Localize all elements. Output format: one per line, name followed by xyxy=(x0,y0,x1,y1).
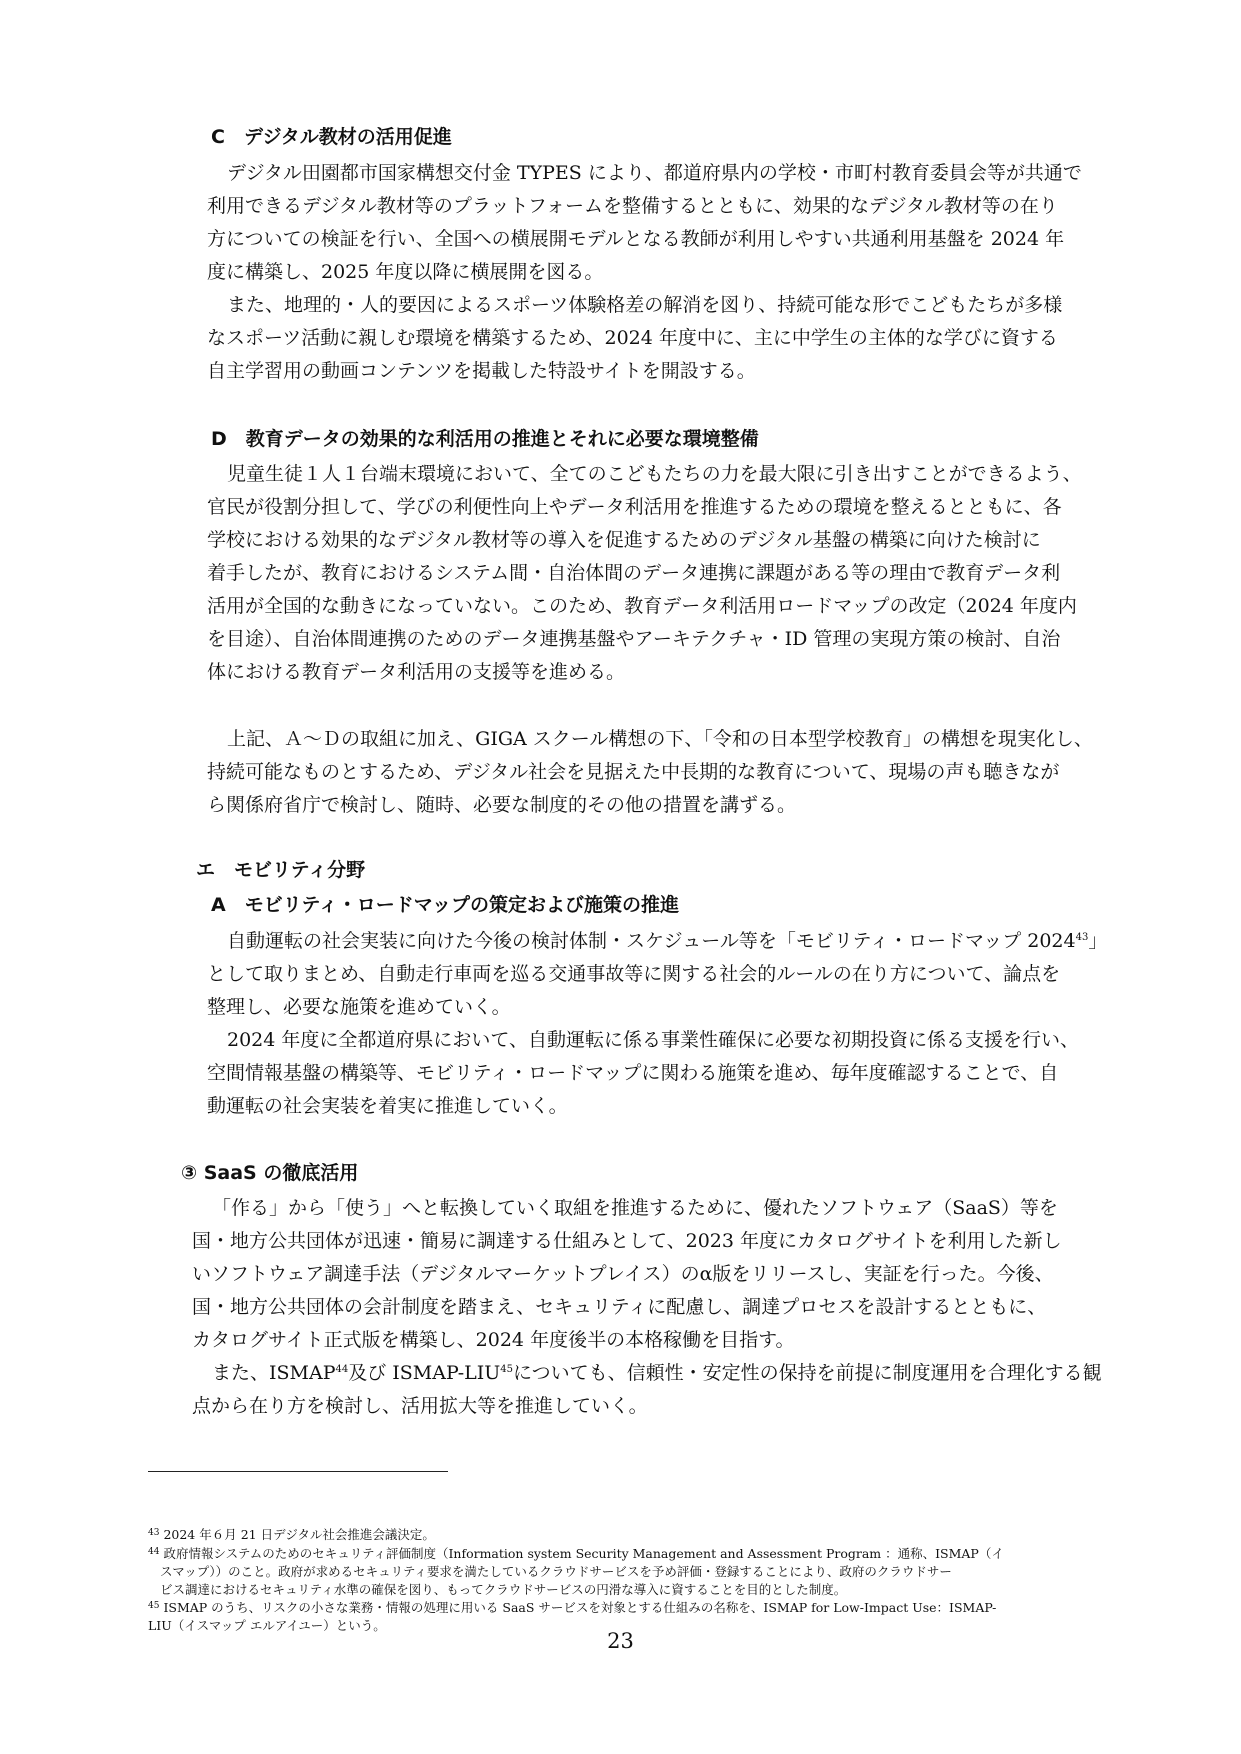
text-line: 度に構築し、2025 年度以降に横展開を図る。 xyxy=(207,261,604,283)
footnote-43 xyxy=(148,1524,1128,1544)
footnote-line: ビス調達におけるセキュリティ水準の確保を図り、もってクラウドサービスの円滑な導入に資することを目的とした制度。 xyxy=(160,1582,847,1597)
text-line: 国・地方公共団体の会計制度を踏まえ、セキュリティに配慮し、調達プロセスを設計するとともに、 xyxy=(192,1296,1047,1318)
text-line: ら関係府省庁で検討し、随時、必要な制度的その他の措置を講ずる。 xyxy=(207,794,797,816)
footnote-line: LIU（イスマップ エルアイユー）という。 xyxy=(148,1618,386,1633)
text-line: 活用が全国的な動きになっていない。このため、教育データ利活用ロードマップの改定（2024 年度内 xyxy=(207,595,1077,617)
section-c-paragraph-1 xyxy=(207,157,1117,388)
text-fragment: についても、信頼性・安定性の保持を前提に制度運用を合理化する観 xyxy=(513,1362,1102,1384)
text-fragment: 及び ISMAP-LIU xyxy=(348,1362,501,1384)
text-line: 学校における効果的なデジタル教材等の導入を促進するためのデジタル基盤の構築に向けた検討に xyxy=(207,529,1041,551)
text-line: 持続可能なものとするため、デジタル社会を見据えた中長期的な教育について、現場の声も聴きなが xyxy=(207,761,1060,783)
text-line: 利用できるデジタル教材等のプラットフォームを整備するとともに、効果的なデジタル教材等の在り xyxy=(207,195,1058,217)
text-line: 上記、Ａ～Ｄの取組に加え、GIGA スクール構想の下、「令和の日本型学校教育」の構想を現実化し、 xyxy=(227,728,1093,750)
section-e-paragraph xyxy=(207,925,1117,1123)
page-number: 23 xyxy=(607,1629,634,1653)
footnote-ref-45: 45 xyxy=(500,1364,513,1375)
footnote-text: 2024 年６月 21 日デジタル社会推進会議決定。 xyxy=(163,1527,435,1542)
section-e-subheading: A モビリティ・ロードマップの策定および施策の推進 xyxy=(211,894,680,916)
footnote-number: 43 xyxy=(148,1528,160,1538)
text-line: デジタル田園都市国家構想交付金 TYPES により、都道府県内の学校・市町村教育委員会等が共通で xyxy=(227,162,1082,184)
footnote-number: 44 xyxy=(148,1547,160,1557)
footnote-ref-43: 43 xyxy=(1075,932,1089,943)
text-line: を目途）、自治体間連携のためのデータ連携基盤やアーキテクチャ・ID 管理の実現方策の検討、自治 xyxy=(207,628,1061,650)
footnote-44 xyxy=(148,1543,1128,1599)
footnote-line xyxy=(148,1543,1128,1563)
text-line: 方についての検証を行い、全国への横展開モデルとなる教師が利用しやすい共通利用基盤を 2024 年 xyxy=(207,228,1065,250)
footnote-line: スマップ））のこと。政府が求めるセキュリティ要求を満たしているクラウドサービスを予め評価・登録することにより、政府のクラウドサー xyxy=(160,1564,952,1579)
text-line: 児童生徒１人１台端末環境において、全てのこどもたちの力を最大限に引き出すことができるよう、 xyxy=(227,463,1082,485)
text-line: 国・地方公共団体が迅速・簡易に調達する仕組みとして、2023 年度にカタログサイトを利用した新し xyxy=(192,1230,1062,1252)
text-line xyxy=(192,1357,1117,1390)
footnote-line xyxy=(148,1597,1128,1617)
text-line: 2024 年度に全都道府県において、自動運転に係る事業性確保に必要な初期投資に係る支援を行い、 xyxy=(227,1029,1080,1051)
section-d-heading: D 教育データの効果的な利活用の推進とそれに必要な環境整備 xyxy=(211,428,759,450)
text-line: 動運転の社会実装を着実に推進していく。 xyxy=(207,1095,568,1117)
section-3-heading: ③ SaaS の徹底活用 xyxy=(181,1162,359,1184)
text-fragment: 」 xyxy=(1088,930,1108,952)
text-line: 自主学習用の動画コンテンツを掲載した特設サイトを開設する。 xyxy=(207,360,756,382)
section-e-heading: エ モビリティ分野 xyxy=(196,859,366,881)
text-line: 「作る」から「使う」へと転換していく取組を推進するために、優れたソフトウェア（SaaS）等を xyxy=(212,1197,1058,1219)
text-line: として取りまとめ、自動走行車両を巡る交通事故等に関する社会的ルールの在り方について、論点を xyxy=(207,963,1061,985)
text-line xyxy=(207,925,1117,958)
text-line: また、地理的・人的要因によるスポーツ体験格差の解消を図り、持続可能な形でこどもたちが多様 xyxy=(227,294,1063,316)
summary-paragraph xyxy=(207,723,1117,822)
text-line: 体における教育データ利活用の支援等を進める。 xyxy=(207,661,626,683)
text-line: 空間情報基盤の構築等、モビリティ・ロードマップに関わる施策を進め、毎年度確認することで、自 xyxy=(207,1062,1059,1084)
text-line: 点から在り方を検討し、活用拡大等を推進していく。 xyxy=(192,1395,648,1417)
text-fragment: 自動運転の社会実装に向けた今後の検討体制・スケジュール等を「モビリティ・ロードマップ 2024 xyxy=(227,930,1076,952)
text-line: 官民が役割分担して、学びの利便性向上やデータ利活用を推進するための環境を整えるとともに、各 xyxy=(207,496,1062,518)
footnote-number: 45 xyxy=(148,1601,160,1611)
footnote-line xyxy=(148,1524,1128,1544)
section-c-heading: C デジタル教材の活用促進 xyxy=(211,126,452,148)
section-3-paragraph xyxy=(192,1192,1117,1423)
text-fragment: また、ISMAP xyxy=(212,1362,336,1384)
text-line: いソフトウェア調達手法（デジタルマーケットプレイス）のα版をリリースし、実証を行った。今後、 xyxy=(192,1263,1054,1285)
text-line: なスポーツ活動に親しむ環境を構築するため、2024 年度中に、主に中学生の主体的な学びに資する xyxy=(207,327,1058,349)
footnote-divider xyxy=(148,1471,448,1472)
footnote-ref-44: 44 xyxy=(335,1364,349,1375)
footnote-text: 政府情報システムのためのセキュリティ評価制度（Information system Security Management and Assessment Program ：通称、ISMAP（イ xyxy=(163,1546,1004,1561)
text-line: 整理し、必要な施策を進めていく。 xyxy=(207,996,511,1018)
text-line: カタログサイト正式版を構築し、2024 年度後半の本格稼働を目指す。 xyxy=(192,1329,795,1351)
footnote-text: ISMAP のうち、リスクの小さな業務・情報の処理に用いる SaaS サービスを対象とする仕組みの名称を、ISMAP for Low-Impact Use：ISMAP- xyxy=(163,1600,997,1615)
section-d-paragraph xyxy=(207,458,1117,689)
text-line: 着手したが、教育におけるシステム間・自治体間のデータ連携に課題がある等の理由で教育データ利 xyxy=(207,562,1061,584)
